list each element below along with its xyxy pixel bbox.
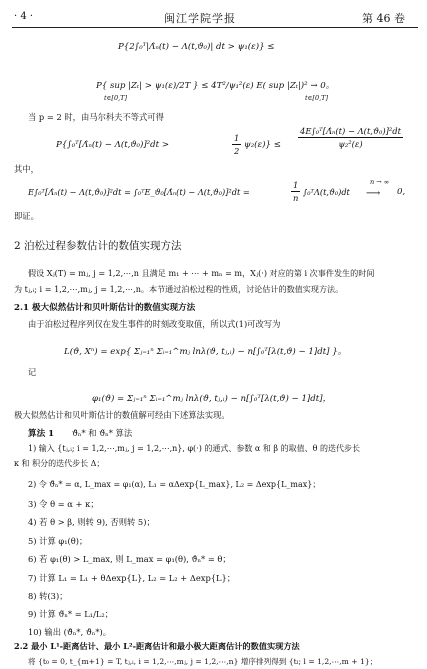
subsection-2-1-para: 由于泊松过程序列仅在发生事件的时刻改变取值，所以式(1)可改写为 [28,319,281,329]
equation-3-mid: ψ₂(ε)} ≤ [244,140,281,150]
algorithm-step-2: 2) 令 ϑ̂ₙ* = α, L_max = φ₁(α), L₁ = αΔexp{L_max}, L₂ = Δexp{L_max}； [28,480,321,489]
algorithm-step-4: 4) 若 θ > β, 则转 9), 否则转 5)； [28,517,155,527]
header-rule [12,27,418,28]
fraction-denominator: ψ₂²(ε) [338,139,363,149]
equation-2-subscript: t∈[0,T] [104,94,128,102]
journal-title: 闽江学院学报 [164,12,236,25]
subsection-2-2-title: 2.2 最小 L¹-距离估计、最小 L²-距离估计和最小极大距离估计的数值实现方法 [14,641,300,651]
fraction-numerator: 4E∫₀ᵀ[Λ̂ₙ(t) − Λ(t,ϑ₀)]²dt [300,126,401,136]
fraction-bar [232,144,241,145]
limit-arrow-label: n → ∞ [370,178,390,186]
fraction-bar [298,137,403,138]
algorithm-step-7: 7) 计算 L₁ = L₁ + θΔexp{L}, L₂ = L₂ + Δexp{L}； [28,573,236,583]
equation-4-fraction [291,180,300,203]
proof-end: 即证。 [14,211,39,221]
algorithm-step-9: 9) 计算 ϑ̃ₙ* = L₁/L₂； [28,609,114,619]
limit-arrow-icon: ⟶ [366,188,381,199]
define-label: 记 [28,367,37,377]
equation-4-end: 0, [397,187,406,197]
phi-equation: φ₁(ϑ) = Σⱼ₌₁ⁿ Σᵢ₌₁^mⱼ lnλ(ϑ, tⱼ,ᵢ) − n[∫₀ᵀ[λ(t,ϑ) − 1]dt]， [92,394,332,404]
where-label: 其中， [14,164,39,174]
section-2-para-line1: 假设 Xⱼ(T) = mⱼ, j = 1,2,⋯,n 且满足 m₁ + ⋯ + mₙ = m，Xⱼ(·) 对应的第 i 次事件发生的时间 [28,268,375,278]
algorithm-step-1-line1: 1) 输入 {tⱼ,ᵢ; i = 1,2,⋯,mⱼ, j = 1,2,⋯,n}, φ(·) 的通式、参数 α 和 β 的取值、θ 的迭代步长 [28,444,360,453]
fraction-numerator: 1 [293,180,299,190]
algorithm-step-1-line2: κ 和 积分的迭代步长 Δ； [14,459,105,468]
section-2-para-line2: 为 tⱼ,ᵢ; i = 1,2,⋯,mⱼ, j = 1,2,⋯,n。本节通过泊松过程的性质，讨论估计的数值实现方法。 [14,284,344,294]
equation-2: P{ sup |Zₜ| > ψ₁(ε)/2T } ≤ 4T²/ψ₁²(ε) E( sup |Zₜ|)² → 0。 [96,81,335,91]
algorithm-step-8: 8) 转(3)； [28,591,68,601]
equation-1: P{2∫₀ᵀ|Λ̂ₙ(t) − Λ(t,ϑ₀)| dt > ψ₁(ε)} ≤ [118,42,275,52]
equation-4: E∫₀ᵀ[Λ̂ₙ(t) − Λ(t,ϑ₀)]²dt = ∫₀ᵀE_ϑ₀[Λ̂ₙ(t) − Λ(t,ϑ₀)]²dt = [28,187,250,197]
algorithm-step-5: 5) 计算 φ₁(θ)； [28,536,88,546]
algorithm-title: 算法 1 [28,429,55,439]
page-number: · 4 · [14,11,34,22]
markov-sentence: 当 p = 2 时，由马尔科夫不等式可得 [28,112,164,122]
fraction-bar [291,191,300,192]
algorithm-step-3: 3) 令 θ = α + κ； [28,499,99,509]
likelihood-equation: L(ϑ, Xⁿ) = exp{ Σⱼ₌₁ⁿ Σᵢ₌₁^mⱼ lnλ(ϑ, tⱼ,ᵢ) − n[∫₀ᵀ[λ(t,ϑ) − 1]dt] }。 [64,347,347,357]
equation-3-half-fraction [232,133,241,156]
fraction-denominator: 2 [234,146,240,156]
equation-4-tail: ∫₀ᵀΛ(t,ϑ₀)dt [303,187,350,197]
volume-label: 第 46 卷 [362,12,405,25]
subsection-2-2-para: 将 {t₀ = 0, t_{m+1} = T, tⱼ,ᵢ, i = 1,2,⋯,mⱼ, j = 1,2,⋯,n} 增序排列得到 {tₗ; l = 1,2,⋯,m + 1}； [28,657,378,666]
algorithm-title-rest: ϑ̂ₙ* 和 ϑ̃ₙ* 算法 [72,428,133,438]
fraction-numerator: 1 [234,133,240,143]
equation-3-left: P{∫₀ᵀ[Λ̂ₙ(t) − Λ(t,ϑ₀)]²dt > [56,140,170,150]
equation-2-subscript-right: t∈[0,T] [305,94,329,102]
subsection-2-1-para2: 极大似然估计和贝叶斯估计的数值解可经由下述算法实现。 [14,410,230,420]
subsection-2-1-title: 2.1 极大似然估计和贝叶斯估计的数值实现方法 [14,303,196,313]
section-2-title: 2 泊松过程参数估计的数值实现方法 [14,240,182,252]
fraction-denominator: n [293,193,299,203]
algorithm-step-6: 6) 若 φ₁(θ) > L_max, 则 L_max = φ₁(θ), ϑ̂ₙ* = θ； [28,554,231,564]
equation-3-right-fraction [298,126,403,149]
algorithm-step-10: 10) 输出 (ϑ̂ₙ*, ϑ̃ₙ*)。 [28,627,112,637]
